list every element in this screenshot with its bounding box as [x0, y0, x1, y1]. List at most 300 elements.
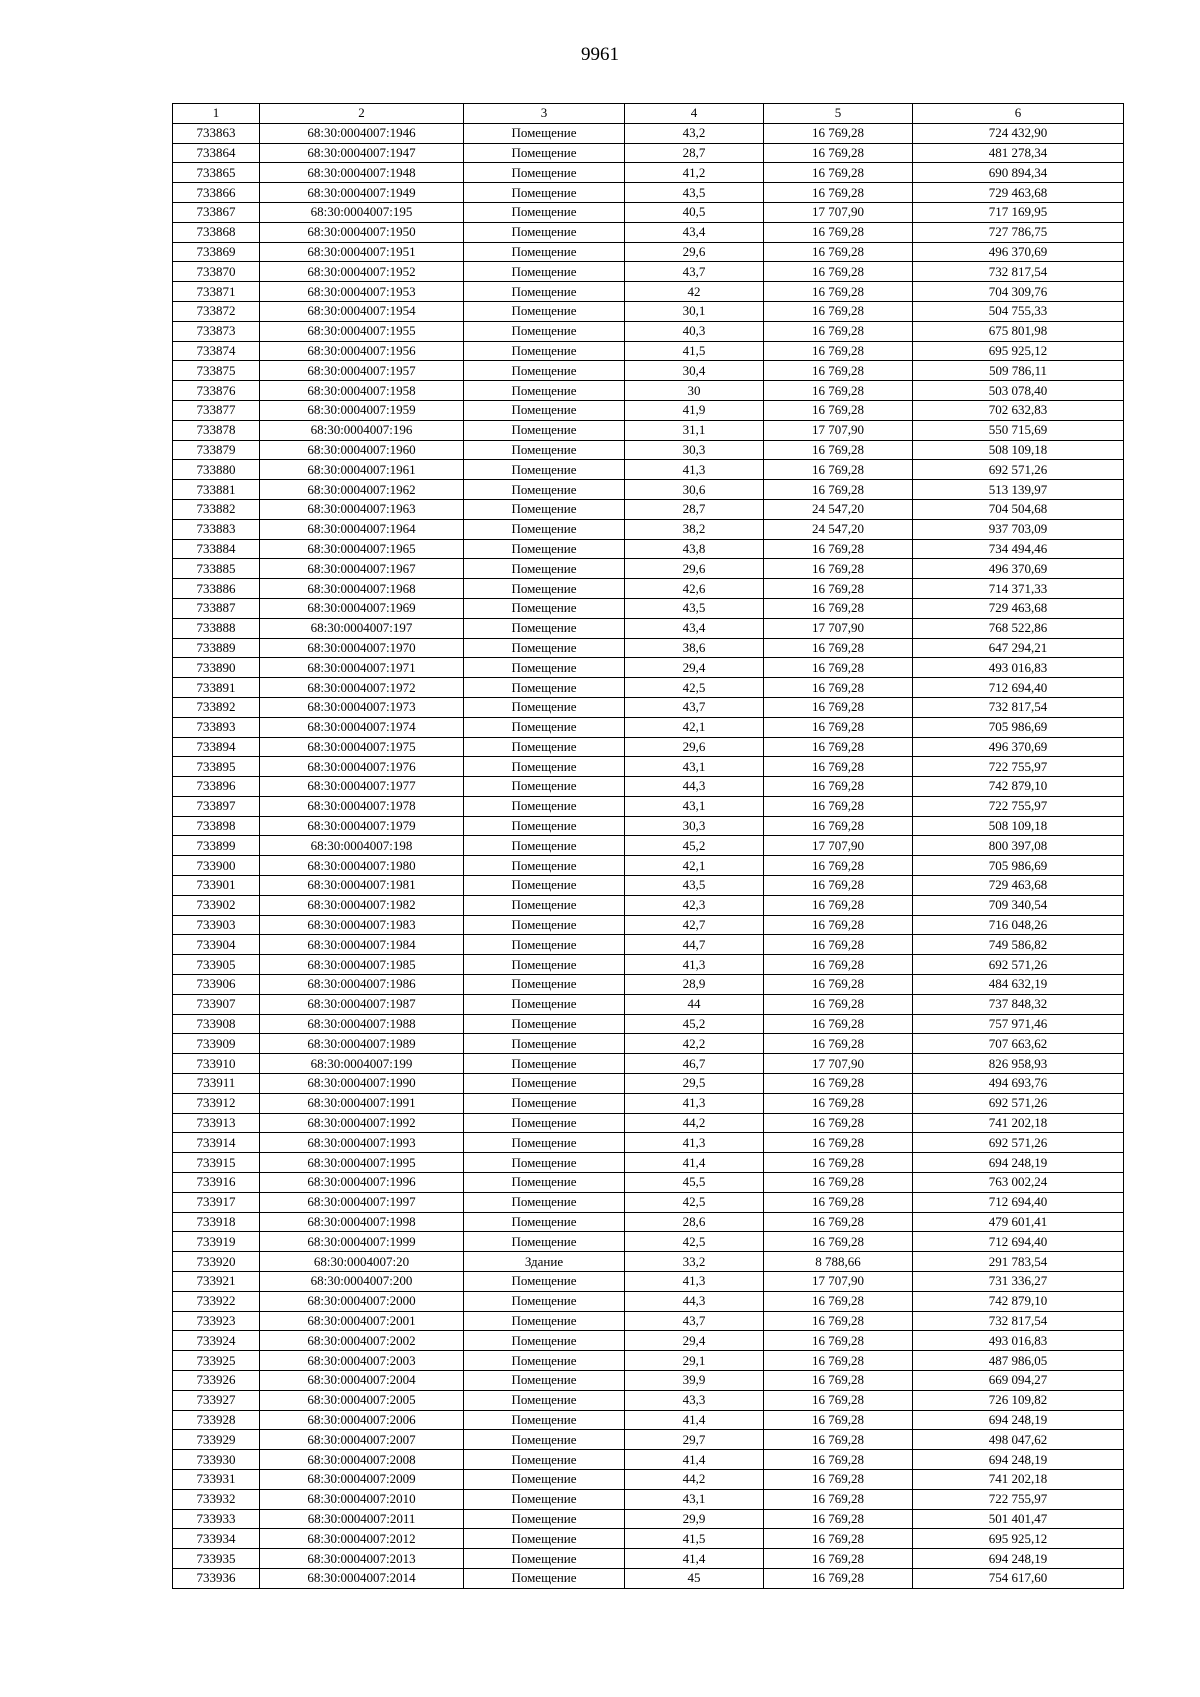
object-type-cell: Помещение: [464, 539, 625, 559]
area-cell: 44,2: [625, 1113, 764, 1133]
table-row: [173, 1133, 1124, 1153]
area-cell: 42: [625, 282, 764, 302]
row-number-cell: 733889: [173, 638, 260, 658]
table-row: [173, 202, 1124, 222]
object-type-cell: Помещение: [464, 1093, 625, 1113]
cadastral-number-cell: 68:30:0004007:2004: [260, 1371, 464, 1391]
object-type-cell: Помещение: [464, 301, 625, 321]
total-cost-cell: 722 755,97: [913, 757, 1124, 777]
unit-cost-cell: 16 769,28: [764, 1133, 913, 1153]
total-cost-cell: 749 586,82: [913, 935, 1124, 955]
cadastral-number-cell: 68:30:0004007:1971: [260, 658, 464, 678]
total-cost-cell: 702 632,83: [913, 400, 1124, 420]
area-cell: 41,3: [625, 1272, 764, 1292]
area-cell: 30,6: [625, 480, 764, 500]
unit-cost-cell: 16 769,28: [764, 598, 913, 618]
area-cell: 42,7: [625, 915, 764, 935]
total-cost-cell: 712 694,40: [913, 1232, 1124, 1252]
area-cell: 41,3: [625, 1093, 764, 1113]
table-row: [173, 301, 1124, 321]
object-type-cell: Помещение: [464, 777, 625, 797]
row-number-cell: 733922: [173, 1291, 260, 1311]
table-row: [173, 737, 1124, 757]
area-cell: 41,3: [625, 460, 764, 480]
cadastral-number-cell: 68:30:0004007:1953: [260, 282, 464, 302]
object-type-cell: Помещение: [464, 1232, 625, 1252]
cadastral-number-cell: 68:30:0004007:1967: [260, 559, 464, 579]
row-number-cell: 733868: [173, 222, 260, 242]
table-row: [173, 1093, 1124, 1113]
area-cell: 43,8: [625, 539, 764, 559]
cadastral-number-cell: 68:30:0004007:1954: [260, 301, 464, 321]
unit-cost-cell: 16 769,28: [764, 678, 913, 698]
unit-cost-cell: 16 769,28: [764, 163, 913, 183]
object-type-cell: Помещение: [464, 1272, 625, 1292]
unit-cost-cell: 17 707,90: [764, 1272, 913, 1292]
table-row: [173, 163, 1124, 183]
row-number-cell: 733890: [173, 658, 260, 678]
area-cell: 29,6: [625, 737, 764, 757]
cadastral-number-cell: 68:30:0004007:195: [260, 202, 464, 222]
area-cell: 42,2: [625, 1034, 764, 1054]
cadastral-number-cell: 68:30:0004007:2012: [260, 1529, 464, 1549]
area-cell: 28,9: [625, 975, 764, 995]
row-number-cell: 733867: [173, 202, 260, 222]
area-cell: 44: [625, 994, 764, 1014]
total-cost-cell: 763 002,24: [913, 1173, 1124, 1193]
unit-cost-cell: 16 769,28: [764, 1173, 913, 1193]
cadastral-number-cell: 68:30:0004007:1988: [260, 1014, 464, 1034]
cadastral-number-cell: 68:30:0004007:1999: [260, 1232, 464, 1252]
area-cell: 28,7: [625, 143, 764, 163]
unit-cost-cell: 24 547,20: [764, 519, 913, 539]
row-number-cell: 733905: [173, 955, 260, 975]
area-cell: 30,1: [625, 301, 764, 321]
area-cell: 31,1: [625, 420, 764, 440]
cadastral-number-cell: 68:30:0004007:2007: [260, 1430, 464, 1450]
area-cell: 43,2: [625, 123, 764, 143]
area-cell: 43,7: [625, 697, 764, 717]
total-cost-cell: 479 601,41: [913, 1212, 1124, 1232]
unit-cost-cell: 16 769,28: [764, 1093, 913, 1113]
object-type-cell: Помещение: [464, 1331, 625, 1351]
object-type-cell: Помещение: [464, 1291, 625, 1311]
table-row: [173, 282, 1124, 302]
table-row: [173, 361, 1124, 381]
row-number-cell: 733909: [173, 1034, 260, 1054]
object-type-cell: Помещение: [464, 1153, 625, 1173]
cadastral-number-cell: 68:30:0004007:1973: [260, 697, 464, 717]
row-number-cell: 733881: [173, 480, 260, 500]
unit-cost-cell: 16 769,28: [764, 1371, 913, 1391]
object-type-cell: Помещение: [464, 499, 625, 519]
total-cost-cell: 496 370,69: [913, 737, 1124, 757]
area-cell: 43,1: [625, 796, 764, 816]
object-type-cell: Помещение: [464, 282, 625, 302]
unit-cost-cell: 16 769,28: [764, 559, 913, 579]
object-type-cell: Помещение: [464, 618, 625, 638]
area-cell: 43,5: [625, 183, 764, 203]
cadastral-number-cell: 68:30:0004007:1968: [260, 579, 464, 599]
row-number-cell: 733872: [173, 301, 260, 321]
table-row: [173, 757, 1124, 777]
unit-cost-cell: 16 769,28: [764, 1430, 913, 1450]
area-cell: 40,5: [625, 202, 764, 222]
total-cost-cell: 692 571,26: [913, 1093, 1124, 1113]
row-number-cell: 733885: [173, 559, 260, 579]
cadastral-number-cell: 68:30:0004007:1963: [260, 499, 464, 519]
table-row: [173, 242, 1124, 262]
unit-cost-cell: 16 769,28: [764, 460, 913, 480]
cadastral-number-cell: 68:30:0004007:2006: [260, 1410, 464, 1430]
table-row: [173, 341, 1124, 361]
unit-cost-cell: 16 769,28: [764, 955, 913, 975]
total-cost-cell: 694 248,19: [913, 1549, 1124, 1569]
object-type-cell: Помещение: [464, 1054, 625, 1074]
row-number-cell: 733903: [173, 915, 260, 935]
row-number-cell: 733917: [173, 1192, 260, 1212]
object-type-cell: Помещение: [464, 1133, 625, 1153]
object-type-cell: Помещение: [464, 598, 625, 618]
cadastral-number-cell: 68:30:0004007:1961: [260, 460, 464, 480]
row-number-cell: 733883: [173, 519, 260, 539]
area-cell: 30,4: [625, 361, 764, 381]
object-type-cell: Помещение: [464, 440, 625, 460]
area-cell: 45,5: [625, 1173, 764, 1193]
area-cell: 41,3: [625, 955, 764, 975]
unit-cost-cell: 16 769,28: [764, 915, 913, 935]
cadastral-number-cell: 68:30:0004007:1947: [260, 143, 464, 163]
total-cost-cell: 709 340,54: [913, 895, 1124, 915]
table-row: [173, 262, 1124, 282]
unit-cost-cell: 16 769,28: [764, 381, 913, 401]
row-number-cell: 733928: [173, 1410, 260, 1430]
table-row: [173, 321, 1124, 341]
area-cell: 41,4: [625, 1450, 764, 1470]
unit-cost-cell: 16 769,28: [764, 975, 913, 995]
area-cell: 42,1: [625, 717, 764, 737]
row-number-cell: 733901: [173, 876, 260, 896]
row-number-cell: 733915: [173, 1153, 260, 1173]
unit-cost-cell: 16 769,28: [764, 539, 913, 559]
table-row: [173, 1450, 1124, 1470]
area-cell: 42,3: [625, 895, 764, 915]
cadastral-number-cell: 68:30:0004007:1962: [260, 480, 464, 500]
cadastral-number-cell: 68:30:0004007:1981: [260, 876, 464, 896]
object-type-cell: Помещение: [464, 1450, 625, 1470]
object-type-cell: Помещение: [464, 1311, 625, 1331]
unit-cost-cell: 24 547,20: [764, 499, 913, 519]
unit-cost-cell: 16 769,28: [764, 361, 913, 381]
area-cell: 39,9: [625, 1371, 764, 1391]
row-number-cell: 733931: [173, 1469, 260, 1489]
unit-cost-cell: 16 769,28: [764, 1331, 913, 1351]
total-cost-cell: 669 094,27: [913, 1371, 1124, 1391]
unit-cost-cell: 16 769,28: [764, 143, 913, 163]
unit-cost-cell: 16 769,28: [764, 480, 913, 500]
area-cell: 44,2: [625, 1469, 764, 1489]
cadastral-number-cell: 68:30:0004007:2014: [260, 1568, 464, 1588]
table-row: [173, 796, 1124, 816]
table-row: [173, 1014, 1124, 1034]
table-row: [173, 1153, 1124, 1173]
area-cell: 44,3: [625, 1291, 764, 1311]
row-number-cell: 733926: [173, 1371, 260, 1391]
cadastral-number-cell: 68:30:0004007:2002: [260, 1331, 464, 1351]
unit-cost-cell: 16 769,28: [764, 440, 913, 460]
unit-cost-cell: 16 769,28: [764, 1074, 913, 1094]
table-row: [173, 955, 1124, 975]
cadastral-number-cell: 68:30:0004007:1974: [260, 717, 464, 737]
object-type-cell: Помещение: [464, 143, 625, 163]
table-row: [173, 143, 1124, 163]
column-header-1: 1: [173, 104, 260, 124]
cadastral-number-cell: 68:30:0004007:1991: [260, 1093, 464, 1113]
unit-cost-cell: 16 769,28: [764, 1549, 913, 1569]
total-cost-cell: 493 016,83: [913, 658, 1124, 678]
cadastral-number-cell: 68:30:0004007:1969: [260, 598, 464, 618]
unit-cost-cell: 8 788,66: [764, 1252, 913, 1272]
total-cost-cell: 937 703,09: [913, 519, 1124, 539]
area-cell: 30,3: [625, 816, 764, 836]
object-type-cell: Помещение: [464, 895, 625, 915]
row-number-cell: 733896: [173, 777, 260, 797]
object-type-cell: Помещение: [464, 737, 625, 757]
total-cost-cell: 729 463,68: [913, 876, 1124, 896]
cadastral-number-cell: 68:30:0004007:1951: [260, 242, 464, 262]
row-number-cell: 733865: [173, 163, 260, 183]
object-type-cell: Помещение: [464, 994, 625, 1014]
total-cost-cell: 550 715,69: [913, 420, 1124, 440]
row-number-cell: 733882: [173, 499, 260, 519]
cadastral-number-cell: 68:30:0004007:1986: [260, 975, 464, 995]
object-type-cell: Помещение: [464, 678, 625, 698]
total-cost-cell: 731 336,27: [913, 1272, 1124, 1292]
total-cost-cell: 487 986,05: [913, 1351, 1124, 1371]
table-row: [173, 618, 1124, 638]
object-type-cell: Помещение: [464, 1568, 625, 1588]
area-cell: 28,7: [625, 499, 764, 519]
object-type-cell: Помещение: [464, 262, 625, 282]
object-type-cell: Помещение: [464, 955, 625, 975]
row-number-cell: 733880: [173, 460, 260, 480]
total-cost-cell: 694 248,19: [913, 1410, 1124, 1430]
table-row: [173, 1291, 1124, 1311]
table-row: [173, 1034, 1124, 1054]
table-row: [173, 579, 1124, 599]
cadastral-number-cell: 68:30:0004007:1977: [260, 777, 464, 797]
table-row: [173, 400, 1124, 420]
unit-cost-cell: 16 769,28: [764, 1351, 913, 1371]
row-number-cell: 733873: [173, 321, 260, 341]
object-type-cell: Помещение: [464, 717, 625, 737]
total-cost-cell: 493 016,83: [913, 1331, 1124, 1351]
row-number-cell: 733936: [173, 1568, 260, 1588]
total-cost-cell: 695 925,12: [913, 1529, 1124, 1549]
unit-cost-cell: 16 769,28: [764, 1509, 913, 1529]
unit-cost-cell: 16 769,28: [764, 796, 913, 816]
table-row: [173, 1252, 1124, 1272]
cadastral-number-cell: 68:30:0004007:1998: [260, 1212, 464, 1232]
cadastral-number-cell: 68:30:0004007:2005: [260, 1390, 464, 1410]
row-number-cell: 733930: [173, 1450, 260, 1470]
total-cost-cell: 690 894,34: [913, 163, 1124, 183]
total-cost-cell: 734 494,46: [913, 539, 1124, 559]
cadastral-number-cell: 68:30:0004007:1976: [260, 757, 464, 777]
cadastral-number-cell: 68:30:0004007:1952: [260, 262, 464, 282]
row-number-cell: 733892: [173, 697, 260, 717]
area-cell: 43,5: [625, 876, 764, 896]
page-number: 9961: [581, 44, 619, 65]
row-number-cell: 733911: [173, 1074, 260, 1094]
object-type-cell: Помещение: [464, 381, 625, 401]
area-cell: 29,4: [625, 658, 764, 678]
total-cost-cell: 481 278,34: [913, 143, 1124, 163]
area-cell: 43,7: [625, 262, 764, 282]
row-number-cell: 733927: [173, 1390, 260, 1410]
total-cost-cell: 712 694,40: [913, 678, 1124, 698]
table-row: [173, 697, 1124, 717]
cadastral-number-cell: 68:30:0004007:1956: [260, 341, 464, 361]
object-type-cell: Помещение: [464, 559, 625, 579]
row-number-cell: 733884: [173, 539, 260, 559]
total-cost-cell: 692 571,26: [913, 1133, 1124, 1153]
table-row: [173, 1192, 1124, 1212]
unit-cost-cell: 16 769,28: [764, 123, 913, 143]
cadastral-number-cell: 68:30:0004007:200: [260, 1272, 464, 1292]
row-number-cell: 733875: [173, 361, 260, 381]
row-number-cell: 733900: [173, 856, 260, 876]
unit-cost-cell: 16 769,28: [764, 222, 913, 242]
table-row: [173, 460, 1124, 480]
row-number-cell: 733897: [173, 796, 260, 816]
cadastral-number-cell: 68:30:0004007:2001: [260, 1311, 464, 1331]
row-number-cell: 733878: [173, 420, 260, 440]
table-row: [173, 1113, 1124, 1133]
total-cost-cell: 498 047,62: [913, 1430, 1124, 1450]
cadastral-number-cell: 68:30:0004007:1959: [260, 400, 464, 420]
total-cost-cell: 705 986,69: [913, 856, 1124, 876]
object-type-cell: Помещение: [464, 757, 625, 777]
object-type-cell: Помещение: [464, 975, 625, 995]
row-number-cell: 733914: [173, 1133, 260, 1153]
cadastral-number-cell: 68:30:0004007:2009: [260, 1469, 464, 1489]
cadastral-number-cell: 68:30:0004007:1964: [260, 519, 464, 539]
object-type-cell: Помещение: [464, 1509, 625, 1529]
row-number-cell: 733904: [173, 935, 260, 955]
row-number-cell: 733895: [173, 757, 260, 777]
unit-cost-cell: 17 707,90: [764, 420, 913, 440]
table-row: [173, 1529, 1124, 1549]
table-body: [173, 123, 1124, 1588]
unit-cost-cell: 16 769,28: [764, 856, 913, 876]
cadastral-number-cell: 68:30:0004007:1955: [260, 321, 464, 341]
unit-cost-cell: 16 769,28: [764, 737, 913, 757]
column-header-5: 5: [764, 104, 913, 124]
cadastral-number-cell: 68:30:0004007:2003: [260, 1351, 464, 1371]
column-header-2: 2: [260, 104, 464, 124]
row-number-cell: 733934: [173, 1529, 260, 1549]
object-type-cell: Помещение: [464, 658, 625, 678]
unit-cost-cell: 16 769,28: [764, 638, 913, 658]
cadastral-number-cell: 68:30:0004007:1987: [260, 994, 464, 1014]
unit-cost-cell: 16 769,28: [764, 1568, 913, 1588]
object-type-cell: Помещение: [464, 1034, 625, 1054]
row-number-cell: 733874: [173, 341, 260, 361]
object-type-cell: Помещение: [464, 1074, 625, 1094]
row-number-cell: 733888: [173, 618, 260, 638]
cadastral-number-cell: 68:30:0004007:1975: [260, 737, 464, 757]
table-row: [173, 480, 1124, 500]
table-row: [173, 1390, 1124, 1410]
table-row: [173, 440, 1124, 460]
unit-cost-cell: 16 769,28: [764, 935, 913, 955]
row-number-cell: 733866: [173, 183, 260, 203]
table-row: [173, 1272, 1124, 1292]
area-cell: 42,1: [625, 856, 764, 876]
unit-cost-cell: 16 769,28: [764, 321, 913, 341]
area-cell: 28,6: [625, 1212, 764, 1232]
area-cell: 43,4: [625, 618, 764, 638]
area-cell: 29,4: [625, 1331, 764, 1351]
object-type-cell: Помещение: [464, 460, 625, 480]
row-number-cell: 733932: [173, 1489, 260, 1509]
column-header-6: 6: [913, 104, 1124, 124]
row-number-cell: 733870: [173, 262, 260, 282]
area-cell: 41,2: [625, 163, 764, 183]
total-cost-cell: 727 786,75: [913, 222, 1124, 242]
object-type-cell: Помещение: [464, 1014, 625, 1034]
object-type-cell: Помещение: [464, 400, 625, 420]
row-number-cell: 733925: [173, 1351, 260, 1371]
cadastral-number-cell: 68:30:0004007:198: [260, 836, 464, 856]
object-type-cell: Помещение: [464, 183, 625, 203]
total-cost-cell: 508 109,18: [913, 440, 1124, 460]
total-cost-cell: 712 694,40: [913, 1192, 1124, 1212]
total-cost-cell: 692 571,26: [913, 460, 1124, 480]
table-row: [173, 183, 1124, 203]
unit-cost-cell: 16 769,28: [764, 1014, 913, 1034]
area-cell: 44,7: [625, 935, 764, 955]
table-row: [173, 1232, 1124, 1252]
total-cost-cell: 496 370,69: [913, 242, 1124, 262]
area-cell: 43,3: [625, 1390, 764, 1410]
unit-cost-cell: 16 769,28: [764, 1489, 913, 1509]
area-cell: 30: [625, 381, 764, 401]
cadastral-number-cell: 68:30:0004007:1997: [260, 1192, 464, 1212]
unit-cost-cell: 16 769,28: [764, 1390, 913, 1410]
table-row: [173, 836, 1124, 856]
row-number-cell: 733869: [173, 242, 260, 262]
row-number-cell: 733876: [173, 381, 260, 401]
total-cost-cell: 508 109,18: [913, 816, 1124, 836]
total-cost-cell: 504 755,33: [913, 301, 1124, 321]
area-cell: 30,3: [625, 440, 764, 460]
area-cell: 44,3: [625, 777, 764, 797]
total-cost-cell: 695 925,12: [913, 341, 1124, 361]
table-row: [173, 559, 1124, 579]
area-cell: 33,2: [625, 1252, 764, 1272]
row-number-cell: 733920: [173, 1252, 260, 1272]
row-number-cell: 733906: [173, 975, 260, 995]
row-number-cell: 733933: [173, 1509, 260, 1529]
unit-cost-cell: 16 769,28: [764, 1450, 913, 1470]
cadastral-number-cell: 68:30:0004007:1948: [260, 163, 464, 183]
total-cost-cell: 509 786,11: [913, 361, 1124, 381]
row-number-cell: 733894: [173, 737, 260, 757]
row-number-cell: 733921: [173, 1272, 260, 1292]
row-number-cell: 733913: [173, 1113, 260, 1133]
